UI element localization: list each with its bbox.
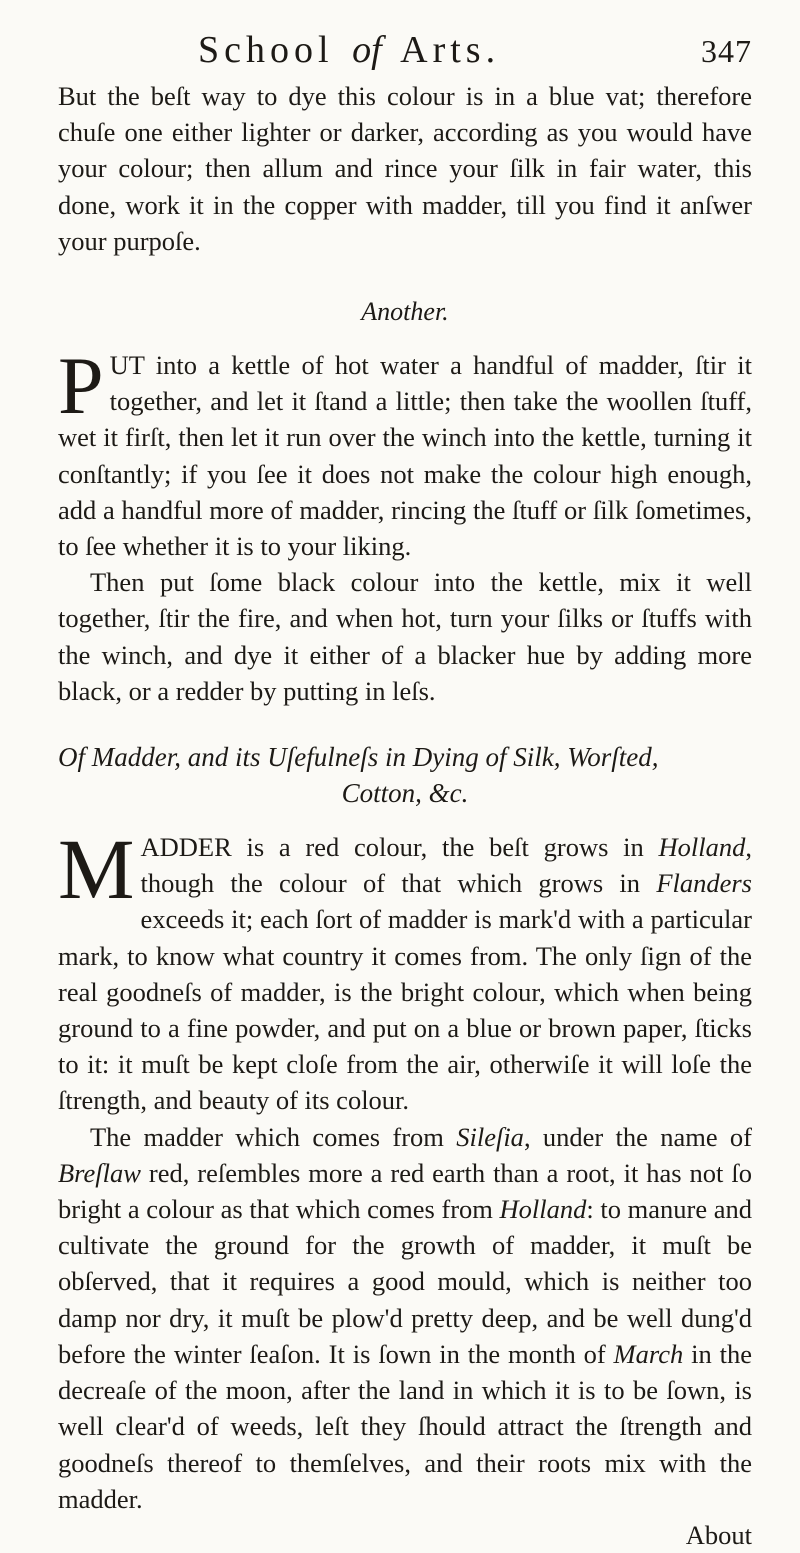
running-title: School of Arts. xyxy=(198,29,501,71)
drop-cap-p: P xyxy=(58,340,104,432)
place-holland-2: Holland xyxy=(499,1194,587,1225)
section-title-another: Another. xyxy=(361,297,449,327)
paragraph-madder-1: MADDER is a red colour, the beſt grows in Holland, though the colour of that which grows in Flanders exceeds it; each ſort of madder is mark'd with a particular mark, to know what country it comes from. The only ſign of the real goodneſs of madder, is the bright colour, which when being ground to a fine powder, and put on a blue or brown paper, ſticks to it: it muſt be kept cloſe from the air, otherwiſe it will loſe the ſtrength, and beauty of its colour. xyxy=(58,821,752,1116)
running-header xyxy=(58,28,752,72)
heading-line-1: Of Madder, and its Uſefulneſs in Dying of Silk, Worſted, xyxy=(58,742,659,773)
place-holland: Holland xyxy=(658,832,746,863)
page-number: 347 xyxy=(701,33,752,69)
place-silesia: Sileſia xyxy=(456,1121,524,1152)
paragraph-another-2: Then put ſome black colour into the kettle, mix it well together, ſtir the fire, and when hot, turn your ſilks or ſtuffs with the winch, and dye it either of a blacker hue by adding more black, or a redder by putting in leſs. xyxy=(58,567,752,706)
drop-cap-m: M xyxy=(58,821,135,918)
paragraph-madder-2: The madder which comes from Sileſia, under the name of Breſlaw red, reſembles more a red earth than a root, it has not ſo bright a colour as that which comes from Holland: to manure and cultivate the ground for the growth of madder, it muſt be obſerved, that it requires a good mould, which is neither too damp nor dry, it muſt be plow'd pretty deep, and be well dung'd before the winter ſeaſon. It is ſown in the month of March in the decreaſe of the moon, after the land in which it is to be ſown, is well clear'd of weeds, leſt they ſhould attract the ſtrength and goodneſs thereof to themſelves, and their roots mix with the madder. xyxy=(58,1121,752,1514)
heading-line-2: Cotton, &c. xyxy=(341,778,469,809)
catchword: About xyxy=(685,1519,752,1550)
paragraph-another-1-text: UT into a kettle of hot water a handful of madder, ſtir it together, and let it ſtand a little; then take the woollen ſtuff, wet it firſt, then let it run over the winch into the kettle, turning it conſtantly; if you ſee it does not make the colour high enough, add a handful more of madder, rincing the ſtuff or ſilk ſometimes, to ſee whether it is to your liking. xyxy=(58,350,752,562)
section-heading-madder xyxy=(58,739,752,811)
month-march: March xyxy=(613,1338,684,1369)
paragraph-opening: But the beſt way to dye this colour is in a blue vat; therefore chuſe one either lighter or darker, according as you would have your colour; then allum and rince your ſilk in fair water, this done, work it in the copper with madder, till you find it anſwer your purpoſe. xyxy=(58,81,752,256)
place-breslaw: Breſlaw xyxy=(58,1157,141,1188)
place-flanders: Flanders xyxy=(656,868,752,899)
paragraph-another-1 xyxy=(58,340,752,564)
